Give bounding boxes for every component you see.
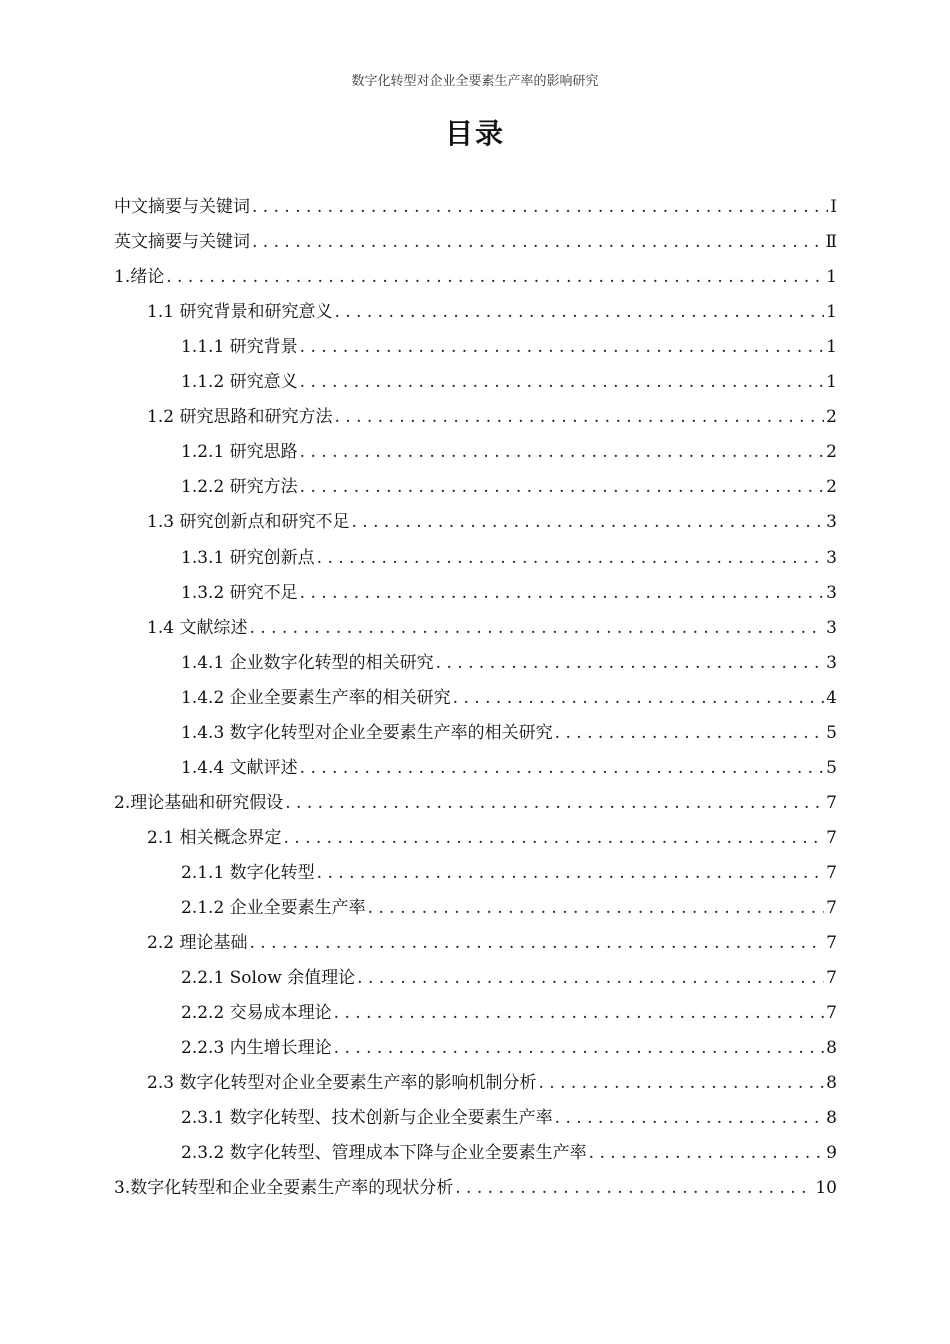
dot-leader	[436, 653, 825, 673]
dot-leader	[300, 477, 825, 497]
toc-entry-page: 7	[826, 898, 837, 918]
toc-entry[interactable]	[147, 613, 837, 648]
toc-entry-page: 8	[826, 1073, 837, 1094]
toc-entry-page: 3	[826, 582, 837, 603]
toc-entry-page: 7	[826, 792, 837, 813]
dot-leader	[285, 793, 824, 813]
toc-entry-title: 2.2.3 内生增长理论	[181, 1038, 332, 1059]
toc-entry-page: Ⅱ	[825, 232, 837, 253]
dot-leader	[334, 302, 824, 322]
toc-entry-page: 1	[826, 372, 837, 393]
toc-entry-page: 3	[826, 547, 837, 568]
toc-entry[interactable]	[181, 998, 837, 1033]
toc-entry-title: 1.3.2 研究不足	[181, 582, 298, 603]
toc-entry-page: 10	[815, 1178, 837, 1199]
toc-entry-page: 1	[826, 337, 837, 358]
dot-leader	[334, 1003, 825, 1023]
toc-entry-title: 1.3.1 研究创新点	[181, 547, 315, 568]
toc-entry-title: 2.1.1 数字化转型	[181, 862, 315, 883]
toc-entry-page: 3	[826, 512, 837, 533]
toc-entry-page: 7	[826, 933, 837, 954]
toc-entry[interactable]	[114, 1173, 837, 1208]
toc-entry-title: 2.理论基础和研究假设	[114, 792, 284, 813]
dot-leader	[317, 548, 825, 568]
dot-leader	[555, 723, 825, 743]
toc-entry-title: 1.2.1 研究思路	[181, 442, 298, 463]
toc-entry[interactable]	[181, 543, 837, 578]
toc-entry-title: 1.2 研究思路和研究方法	[147, 407, 333, 428]
toc-entry-page: 1	[826, 267, 837, 288]
toc-entry-title: 2.2.1 Solow 余值理论	[181, 968, 356, 989]
toc-entry-page: 7	[826, 1003, 837, 1024]
toc-entry[interactable]	[181, 893, 837, 928]
toc-entry-title: 2.2.2 交易成本理论	[181, 1003, 332, 1024]
toc-entry[interactable]	[114, 192, 837, 227]
toc-entry-title: 1.4 文献综述	[147, 617, 248, 638]
toc-entry[interactable]	[181, 578, 837, 613]
dot-leader	[249, 618, 824, 638]
toc-entry[interactable]	[181, 753, 837, 788]
toc-entry-page: 8	[826, 1038, 837, 1059]
toc-entry-page: Ⅰ	[830, 197, 837, 217]
toc-entry[interactable]	[181, 437, 837, 472]
toc-entry[interactable]	[181, 367, 837, 402]
toc-entry-page: 1	[826, 302, 837, 323]
toc-entry[interactable]	[181, 332, 837, 367]
toc-entry-title: 1.4.4 文献评述	[181, 757, 298, 778]
toc-entry-title: 1.4.1 企业数字化转型的相关研究	[181, 652, 434, 673]
dot-leader	[300, 442, 825, 462]
dot-leader	[368, 898, 825, 918]
toc-entry[interactable]	[181, 718, 837, 753]
dot-leader	[555, 1108, 825, 1128]
toc-entry-title: 1.绪论	[114, 267, 165, 288]
toc-entry-title: 1.1.1 研究背景	[181, 337, 298, 358]
toc-entry[interactable]	[181, 683, 837, 718]
toc-entry[interactable]	[181, 1138, 837, 1173]
dot-leader	[252, 232, 823, 252]
toc-entry-title: 1.1.2 研究意义	[181, 372, 298, 393]
toc-entry-title: 2.3 数字化转型对企业全要素生产率的影响机制分析	[147, 1073, 537, 1094]
toc-entry-title: 1.2.2 研究方法	[181, 477, 298, 498]
toc-entry-title: 2.2 理论基础	[147, 933, 248, 954]
dot-leader	[351, 512, 824, 532]
toc-entry-page: 7	[826, 862, 837, 883]
dot-leader	[538, 1073, 824, 1093]
dot-leader	[334, 1038, 825, 1058]
toc-entry-title: 2.3.2 数字化转型、管理成本下降与企业全要素生产率	[181, 1143, 587, 1164]
dot-leader	[334, 407, 824, 427]
toc-entry-page: 4	[826, 687, 837, 708]
toc-entry-page: 2	[826, 407, 837, 428]
dot-leader	[455, 1178, 813, 1198]
dot-leader	[300, 372, 825, 392]
toc-entry-title: 1.4.2 企业全要素生产率的相关研究	[181, 687, 451, 708]
toc-entry[interactable]	[181, 1033, 837, 1068]
toc-entry-page: 9	[826, 1143, 837, 1164]
toc-entry-title: 中文摘要与关键词	[114, 197, 250, 217]
toc-entry[interactable]	[147, 402, 837, 437]
toc-entry[interactable]	[181, 1103, 837, 1138]
running-header: 数字化转型对企业全要素生产率的影响研究	[351, 74, 599, 89]
toc-entry-title: 3.数字化转型和企业全要素生产率的现状分析	[114, 1178, 454, 1199]
toc-entry-page: 3	[826, 617, 837, 638]
toc-entry-page: 3	[826, 652, 837, 673]
toc-entry-title: 2.3.1 数字化转型、技术创新与企业全要素生产率	[181, 1108, 553, 1129]
toc-entry-title: 2.1.2 企业全要素生产率	[181, 898, 366, 918]
dot-leader	[357, 968, 824, 988]
toc-entry-page: 7	[826, 827, 837, 848]
dot-leader	[317, 863, 825, 883]
toc-entry-page: 5	[826, 757, 837, 778]
toc-entry-title: 1.1 研究背景和研究意义	[147, 302, 333, 323]
toc-entry[interactable]	[181, 858, 837, 893]
dot-leader	[453, 688, 825, 708]
dot-leader	[249, 933, 824, 953]
toc-entry[interactable]	[147, 1068, 837, 1103]
toc-entry[interactable]	[181, 648, 837, 683]
dot-leader	[300, 758, 825, 778]
toc-entry[interactable]	[181, 472, 837, 507]
toc-entry-title: 2.1 相关概念界定	[147, 827, 282, 848]
dot-leader	[283, 828, 824, 848]
toc-entry-page: 8	[826, 1108, 837, 1129]
toc-entry-page: 7	[826, 968, 837, 989]
toc-entry[interactable]	[147, 823, 837, 858]
toc-entry[interactable]	[147, 928, 837, 963]
toc-entry-title: 英文摘要与关键词	[114, 232, 250, 253]
toc-entry-title: 1.3 研究创新点和研究不足	[147, 512, 350, 533]
dot-leader	[300, 583, 825, 603]
toc-entry[interactable]	[147, 297, 837, 332]
toc-entry[interactable]	[147, 507, 837, 542]
toc-entry-page: 2	[826, 477, 837, 498]
toc-entry-page: 5	[826, 722, 837, 743]
toc-entry[interactable]	[114, 262, 837, 297]
dot-leader	[589, 1143, 825, 1163]
dot-leader	[300, 337, 825, 357]
toc-entry[interactable]	[114, 227, 837, 262]
toc-entry[interactable]	[181, 963, 837, 998]
toc-entry-title: 1.4.3 数字化转型对企业全要素生产率的相关研究	[181, 722, 553, 743]
toc-entry-page: 2	[826, 442, 837, 463]
page-title: 目录	[444, 117, 505, 150]
toc-entry[interactable]	[114, 788, 837, 823]
dot-leader	[252, 197, 828, 217]
dot-leader	[166, 267, 824, 287]
